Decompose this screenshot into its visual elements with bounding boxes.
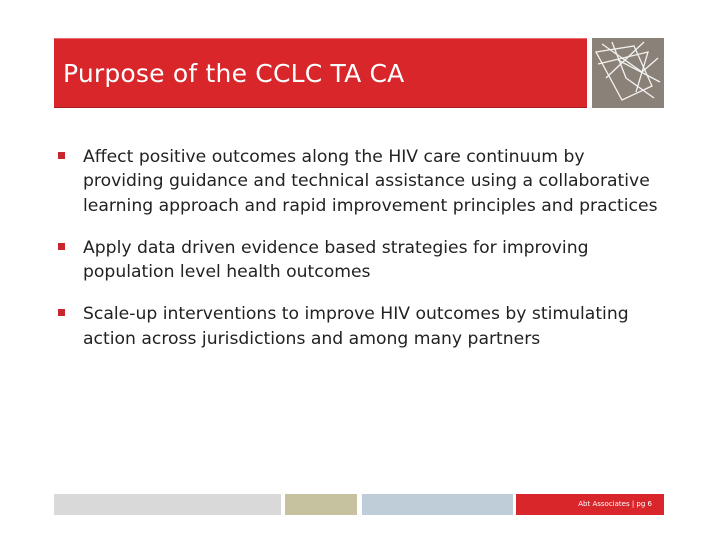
bullet-item (56, 236, 666, 285)
footer-bar-olive (285, 494, 357, 515)
square-bullet-icon (58, 152, 65, 159)
bullet-text: Scale-up interventions to improve HIV outcomes by stimulating action across jurisdictions and among many partners (83, 304, 629, 349)
title-bar (54, 38, 587, 108)
footer-bar-red (516, 494, 664, 515)
bullet-item (56, 145, 666, 218)
bullet-item (56, 302, 666, 351)
footer-bar-gray (54, 494, 281, 515)
square-bullet-icon (58, 309, 65, 316)
bullet-list (56, 145, 666, 369)
logo-icon (592, 38, 664, 108)
footer-page-label: Abt Associates | pg 6 (578, 500, 652, 508)
square-bullet-icon (58, 243, 65, 250)
slide-title: Purpose of the CCLC TA CA (63, 59, 405, 88)
bullet-text: Affect positive outcomes along the HIV care continuum by providing guidance and technical assistance using a collaborative learning approach and rapid improvement principles and practices (83, 147, 658, 216)
footer-bar-blue (362, 494, 513, 515)
bullet-text: Apply data driven evidence based strategies for improving population level health outcomes (83, 237, 589, 283)
